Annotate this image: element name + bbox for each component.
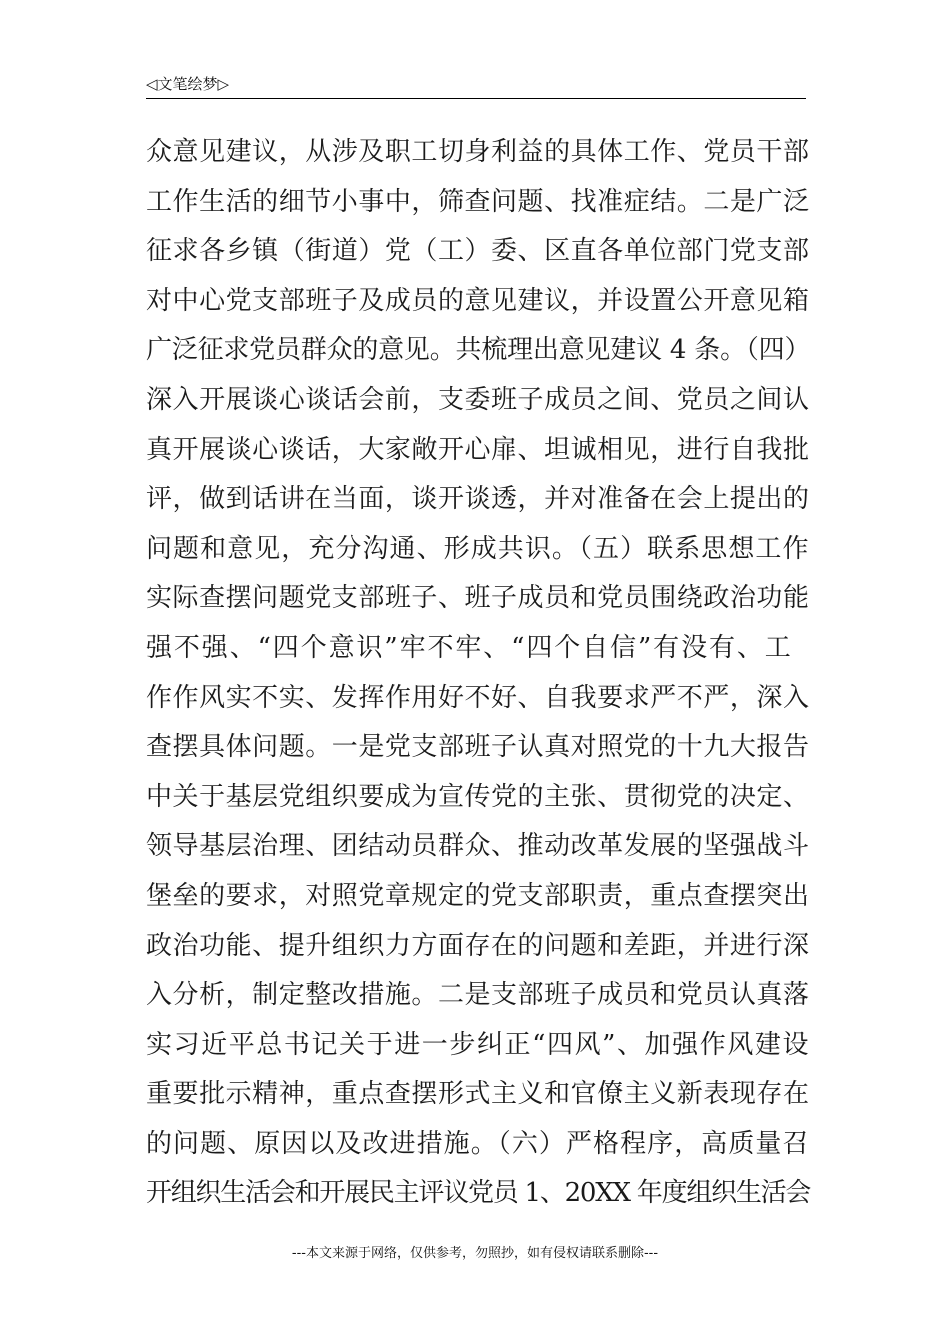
text-line: 实际查摆问题党支部班子、班子成员和党员围绕政治功能 (146, 583, 810, 614)
text-line: 入分析，制定整改措施。二是支部班子成员和党员认真落 (146, 980, 810, 1011)
text-line: 强不强、“四个意识”牢不牢、“四个自信”有没有、工 (146, 632, 793, 663)
text-line: 众意见建议，从涉及职工切身利益的具体工作、党员干部 (146, 137, 810, 167)
text-line: 工作生活的细节小事中，筛查问题、找准症结。二是广泛 (146, 186, 810, 217)
text-line: 对中心党支部班子及成员的意见建议，并设置公开意见箱 (146, 285, 810, 316)
header-title: ◁文笔绘梦▷ (146, 75, 230, 93)
text-line: 中关于基层党组织要成为宣传党的主张、贯彻党的决定、 (146, 781, 810, 812)
text-line: 的问题、原因以及改进措施。（六）严格程序，高质量召 (146, 1128, 810, 1159)
text-line: 查摆具体问题。一是党支部班子认真对照党的十九大报告 (146, 732, 810, 763)
text-line: 堡垒的要求，对照党章规定的党支部职责，重点查摆突出 (146, 880, 810, 911)
text-line: 领导基层治理、团结动员群众、推动改革发展的坚强战斗 (146, 831, 810, 862)
text-line: 评，做到话讲在当面，谈开谈透，并对准备在会上提出的 (146, 484, 810, 515)
text-line: 作作风实不实、发挥作用好不好、自我要求严不严，深入 (146, 682, 810, 713)
text-line: 征求各乡镇（街道）党（工）委、区直各单位部门党支部 (146, 236, 810, 267)
text-line: 实习近平总书记关于进一步纠正“四风”、加强作风建设 (146, 1029, 811, 1060)
text-line: 政治功能、提升组织力方面存在的问题和差距，并进行深 (146, 930, 810, 961)
page-header (146, 72, 806, 99)
body-text (146, 128, 810, 1219)
text-line: 深入开展谈心谈话会前，支委班子成员之间、党员之间认 (146, 384, 810, 415)
text-line: 广泛征求党员群众的意见。共梳理出意见建议 4 条。（四） (146, 335, 811, 366)
page-footer: ---本文来源于网络，仅供参考，勿照抄，如有侵权请联系删除--- (291, 1246, 659, 1261)
text-line: 真开展谈心谈话，大家敞开心扉、坦诚相见，进行自我批 (146, 434, 810, 465)
text-line: 开组织生活会和开展民主评议党员 1、20XX 年度组织生活会 (146, 1178, 811, 1209)
text-line: 问题和意见，充分沟通、形成共识。（五）联系思想工作 (146, 533, 810, 564)
text-line: 重要批示精神，重点查摆形式主义和官僚主义新表现存在 (146, 1079, 810, 1110)
